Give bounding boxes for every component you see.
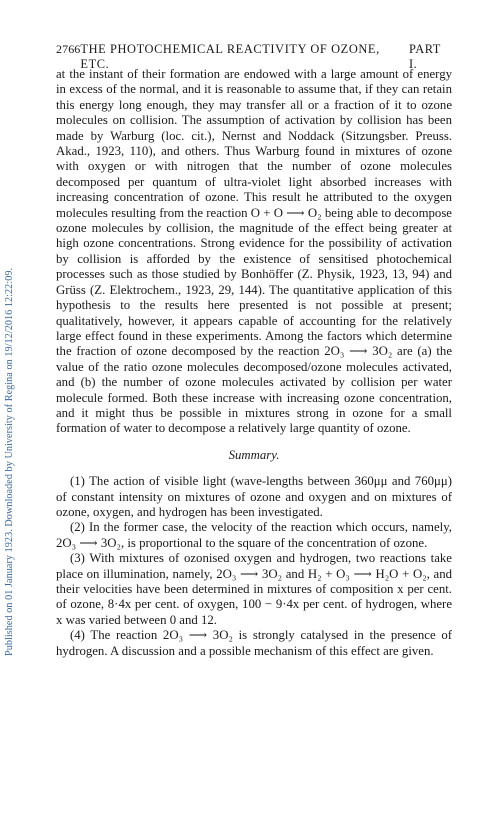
journal-page <box>56 42 452 659</box>
summary-item-4: (4) The reaction 2O₃ ⟶ 3O₂ is strongly catalysed in the presence of hydrogen. A discussion and a possible mechanism of this effect are given. <box>56 628 452 658</box>
summary-item-3: (3) With mixtures of ozonised oxygen and hydrogen, two reactions take place on illumination, namely, 2O₃ ⟶ 3O₂ and H₂ + O₃ ⟶ H₂O + O₂, and their velocities have been determined in mixtures of composition x per cent. of ozone, 8·4x per cent. of oxygen, 100 − 9·4x per cent. of hydrogen, where x was varied between 0 and 12. <box>56 551 452 627</box>
summary-item-1: (1) The action of visible light (wave-lengths between 360μμ and 760μμ) of constant intensity on mixtures of ozone and oxygen and on mixtures of ozone, oxygen, and hydrogen has been investigated. <box>56 474 452 519</box>
summary-item-2: (2) In the former case, the velocity of the reaction which occurs, namely, 2O₃ ⟶ 3O₂, is proportional to the square of the concentration of ozone. <box>56 520 452 550</box>
running-header <box>56 42 452 71</box>
part-label: PART I. <box>409 42 441 71</box>
watermark-text: Published on 01 January 1923. Downloaded by University of Regina on 19/12/2016 12:22:09. <box>4 267 15 656</box>
download-watermark <box>1 60 17 660</box>
summary-heading: Summary. <box>228 447 280 462</box>
body-paragraph: at the instant of their formation are endowed with a large amount of energy in excess of the normal, and it is reasonable to assume that, if they can retain this energy long enough, they may transfer all or a fraction of it to ozone molecules on collision. The assumption of activation by collision has been made by Warburg (loc. cit.), Nernst and Noddack (Sitzungsber. Preuss. Akad., 1923, 110), and others. Thus Warburg found in mixtures of ozone with oxygen or with nitrogen that the number of ozone molecules decomposed per quantum of ultra-violet light absorbed increases with increasing concentration of ozone. This result he attributed to the oxygen molecules resulting from the reaction O + O ⟶ O₂ being able to decompose ozone molecules by collision, the magnitude of the effect being greater at high ozone concentrations. Strong evidence for the possibility of activation by collision is afforded by the existence of sensitised photochemical processes such as those studied by Bonhöffer (Z. Physik, 1923, 13, 94) and Grüss (Z. Elektrochem., 1923, 29, 144). The quantitative application of this hypothesis to the results here presented is not possible at present; qualitatively, however, it appears capable of accounting for the relatively large effect found in these experiments. Among the factors which determine the fraction of ozone decomposed by the reaction 2O₃ ⟶ 3O₂ are (a) the value of the ratio ozone molecules decomposed/ozone molecules activated, and (b) the number of ozone molecules activated by collision per water molecule formed. Both these increase with increasing ozone concentration, and it might thus be possible in mixtures strong in ozone for a small formation of water to decompose a relatively large quantity of ozone. <box>56 67 452 436</box>
running-title: THE PHOTOCHEMICAL REACTIVITY OF OZONE, ETC. <box>80 42 380 71</box>
page-number: 2766 <box>56 42 81 56</box>
